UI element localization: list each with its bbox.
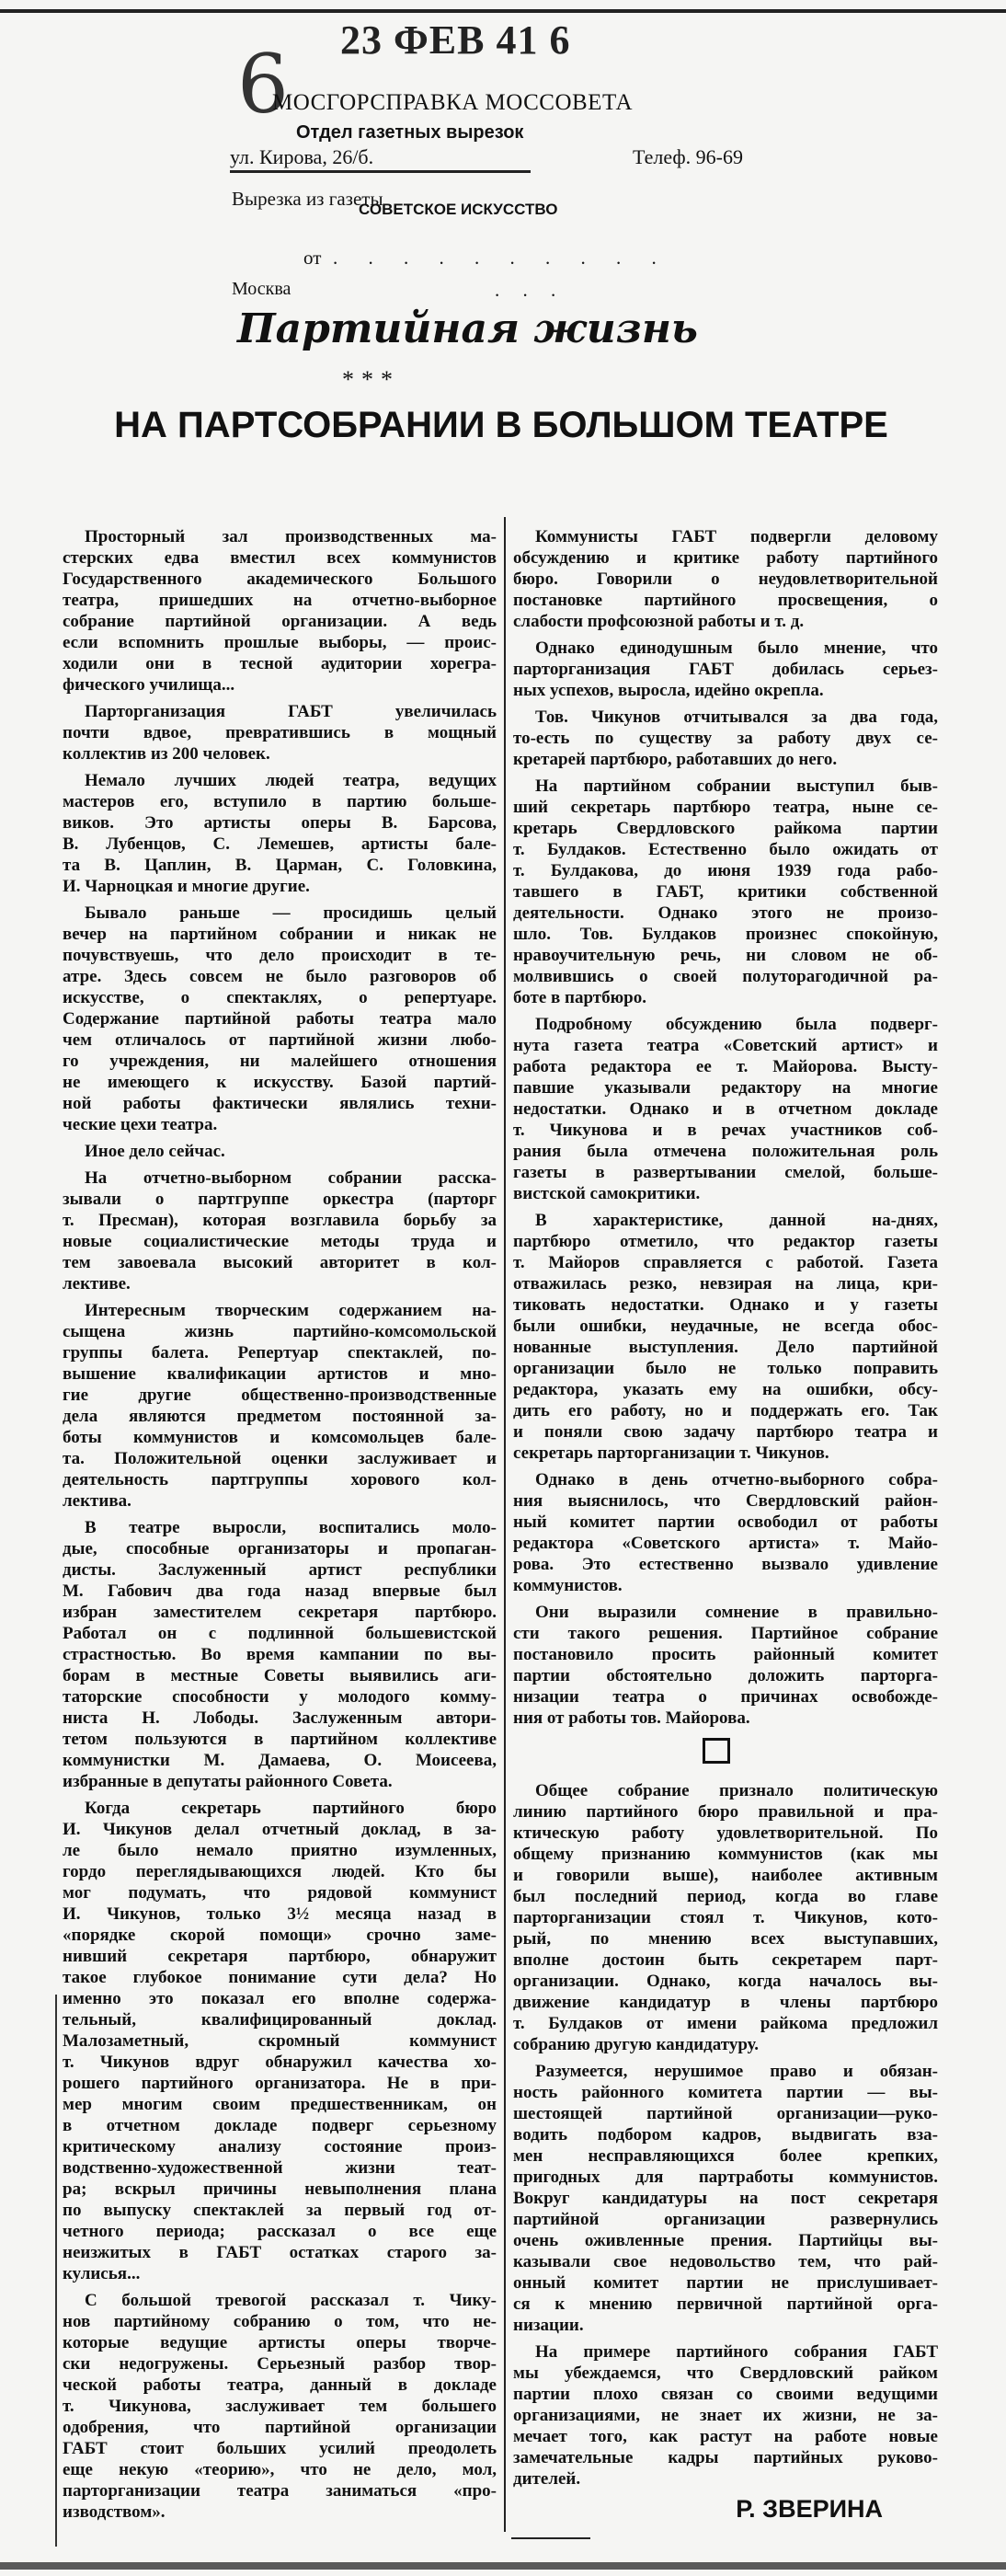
text-line: критическому анализу состояние произ- <box>63 2137 497 2156</box>
text-line: ший секретарь партбюро театра, ныне се- <box>513 798 938 817</box>
paragraph <box>513 776 938 1008</box>
text-line: рый, по мнению всех выступавших, <box>513 1929 938 1949</box>
text-line: по выпуску спектаклей за первый год от- <box>63 2201 497 2220</box>
text-line: т. Пресман), которая возглавила борьбу за <box>63 1211 497 1230</box>
text-line: искусстве, о спектаклях, о репертуаре. <box>63 988 497 1007</box>
text-line: ния от работы тов. Майорова. <box>513 1708 750 1728</box>
text-line: атре. Здесь совсем не было разговоров об <box>63 967 497 986</box>
text-line: низации театра о причинах освобожде- <box>513 1687 938 1707</box>
text-line: И. Чикунов, только 3½ месяца назад в <box>63 1904 497 1924</box>
text-line: го учреждения, ни малейшего отношения <box>63 1052 497 1071</box>
text-line: ся к мнению первичной партийной орга- <box>513 2294 938 2314</box>
text-line: т. Булдаков. Естественно было ожидать от <box>513 840 938 859</box>
text-line: не имеющего к искусству. Базой партий- <box>63 1073 497 1092</box>
city-blank-dots: . . . <box>495 279 566 301</box>
text-line: неизжитых в ГАБТ остатках старого за- <box>63 2243 497 2262</box>
paragraph <box>63 1300 497 1512</box>
text-line: рова. Это естественно вызвало удивление <box>513 1555 938 1574</box>
text-line: именно это показал его вполне содержа- <box>63 1989 497 2008</box>
newspaper-name: СОВЕТСКОЕ ИСКУССТВО <box>359 201 558 218</box>
text-line: «порядке скорой помощи» срочно заме- <box>63 1926 497 1945</box>
date-blank-dots: . . . . . . . . . . <box>333 247 669 269</box>
text-line: линию партийного бюро правильной и пра- <box>513 1802 938 1822</box>
text-line: одобрения, что партийной организации <box>63 2418 497 2437</box>
text-line: дисты. Заслуженный артист республики <box>63 1560 497 1580</box>
text-line: И. Чикунов делал отчетный доклад, в за- <box>63 1820 497 1839</box>
text-line: Работал он с подлинной большевистской <box>63 1624 497 1643</box>
text-line: ных успехов, выросла, идейно окрепла. <box>513 681 824 700</box>
text-line: пригодных для партработы коммунистов. <box>513 2168 938 2187</box>
text-line: группы балета. Репертуар спектаклей, по- <box>63 1343 497 1363</box>
text-line: нута газета театра «Советский артист» и <box>513 1036 938 1055</box>
text-line: шло. Тов. Булдаков произнес спокойную, <box>513 925 938 944</box>
text-line: тем завоевала высокий авторитет в кол- <box>63 1253 497 1272</box>
text-line: избранные в депутаты районного Совета. <box>63 1772 393 1791</box>
text-line: т. Булдаков от имени райкома предложил <box>513 2014 938 2033</box>
text-line: новые социалистические методы труда и <box>63 1232 497 1251</box>
text-line: В. Лубенцов, С. Лемешев, артисты бале- <box>63 834 497 854</box>
text-line: ГАБТ стоит больших усилий преодолеть <box>63 2439 497 2458</box>
text-line: Интересным творческим содержанием на- <box>85 1301 497 1320</box>
paragraph <box>63 1141 497 1162</box>
text-line: молвившись о своей полуторагодичной ра- <box>513 967 938 986</box>
text-line: ной работы фактически являлись техни- <box>63 1094 497 1113</box>
text-line: дить его работу, но и поддержать его. Так <box>513 1401 938 1420</box>
text-line: ниста Н. Лободы. Заслуженным автори- <box>63 1708 497 1728</box>
text-line: ность районного комитета партии — вы- <box>513 2083 938 2102</box>
text-line: водственно-художественной жизни теат- <box>63 2158 497 2178</box>
text-line: Тов. Чикунов отчитывался за два года, <box>535 707 938 727</box>
paragraph <box>63 1167 497 1294</box>
text-line: и говорили выше), наиболее активным <box>513 1866 938 1885</box>
date-from-label: от <box>303 247 322 269</box>
header-rule <box>230 170 531 173</box>
text-line: Разумеется, нерушимое право и обязан- <box>535 2062 938 2081</box>
paragraph <box>513 2341 938 2490</box>
paragraph <box>513 638 938 701</box>
paragraph <box>63 701 497 765</box>
paragraph <box>63 526 497 696</box>
text-line: то-есть по существу за работу двух се- <box>513 729 938 748</box>
text-line: недостатки. Однако и в отчетном докладе <box>513 1099 938 1119</box>
text-line: вистской самокритики. <box>513 1184 701 1203</box>
text-line: Вокруг кандидатуры на пост секретаря <box>513 2189 938 2208</box>
text-line: мог подумать, что рядовой коммунист <box>63 1883 497 1903</box>
text-line: На отчетно-выборном собрании расска- <box>85 1168 497 1188</box>
text-line: В характеристике, данной на-днях, <box>535 1211 938 1230</box>
agency-address: ул. Кирова, 26/б. <box>230 145 374 168</box>
text-line: страстностью. Во время кампании по вы- <box>63 1645 497 1664</box>
clipping-label: Вырезка из газеты <box>232 188 383 210</box>
text-line: гордо переглядывающихся людей. Кто бы <box>63 1862 497 1881</box>
text-line: секретарь парторганизации т. Чикунов. <box>513 1443 829 1463</box>
text-line: ния выяснилось, что Свердловский район- <box>513 1491 938 1511</box>
text-line: постановке партийного просвещения, о <box>513 591 938 610</box>
text-line: был последний период, когда во главе <box>513 1887 938 1906</box>
paragraph <box>513 2061 938 2336</box>
text-line: ски недогружены. Серьезный разбор твор- <box>63 2354 497 2374</box>
text-line: редактора «Советского артиста» т. Майо- <box>513 1534 938 1553</box>
text-line: деятельность партгруппы хорового кол- <box>63 1470 497 1489</box>
text-line: обсуждению и критике работу партийного <box>513 548 938 568</box>
text-line: ходили они в тесной аудитории хорегра- <box>63 654 497 673</box>
text-line: почти вдвое, превратившись в мощный <box>63 723 497 742</box>
text-line: и поняли свою задачу партбюро театра и <box>513 1422 938 1442</box>
text-line: в отчетном докладе подверг серьезному <box>63 2116 497 2135</box>
text-line: вполне достоин быть секретарем парт- <box>513 1950 938 1970</box>
text-line: т. Майоров справляется с работой. Газета <box>513 1253 938 1272</box>
text-line: Однако в день отчетно-выборного собра- <box>535 1470 938 1489</box>
paragraph <box>63 770 497 897</box>
text-line: ра; вскрыл причины невыполнения плана <box>63 2179 497 2199</box>
paragraph <box>63 1798 497 2284</box>
text-line: Немало лучших людей театра, ведущих <box>85 771 497 790</box>
right-column-part-a <box>513 526 938 1729</box>
paragraph <box>513 526 938 632</box>
text-line: кретарей партбюро, работавших до него. <box>513 750 838 769</box>
text-line: дела являются предметом постоянной за- <box>63 1407 497 1426</box>
text-line: коммунистов. <box>513 1576 623 1595</box>
text-line: На примере партийного собрания ГАБТ <box>535 2342 938 2362</box>
top-edge-rule <box>0 9 1006 13</box>
right-column <box>513 526 938 2523</box>
text-line: М. Габович два года назад впервые был <box>63 1581 497 1601</box>
text-line: бюро. Говорили о неудовлетворительной <box>513 569 938 589</box>
text-line: коммунистки М. Дамаева, О. Моисеева, <box>63 1751 497 1770</box>
text-line: т. Булдакова, до июня 1939 года рабо- <box>513 861 938 880</box>
text-line: парторганизации стоял т. Чикунов, кото- <box>513 1908 938 1927</box>
text-line: т. Чикунова и в речах участников соб- <box>513 1121 938 1140</box>
text-line: организации было не только поправить <box>513 1359 938 1378</box>
text-line: Бывало раньше — просидишь целый <box>85 903 497 923</box>
text-line: парторганизации театра заниматься «про- <box>63 2481 497 2501</box>
paragraph <box>513 1469 938 1596</box>
text-line: виков. Это артисты оперы В. Барсова, <box>63 813 497 833</box>
paragraph <box>63 2290 497 2523</box>
paragraph <box>63 903 497 1135</box>
text-line: лектива. <box>63 1491 131 1511</box>
text-line: тиковать недостатки. Однако и у газеты <box>513 1295 938 1315</box>
text-line: тетом пользуются в партийном коллективе <box>63 1730 497 1749</box>
stars-divider: *** <box>342 366 400 393</box>
text-line: Содержание партийной работы театра мало <box>63 1009 497 1029</box>
text-line: зывали о партгруппе оркестра (парторг <box>63 1190 497 1209</box>
text-line: движение кандидатур в члены партбюро <box>513 1993 938 2012</box>
text-line: постановило просить районный комитет <box>513 1645 938 1664</box>
text-line: мер многим своим предшественникам, он <box>63 2095 497 2114</box>
text-line: деятельности. Однако этого не произо- <box>513 903 938 923</box>
author-signature: Р. ЗВЕРИНА <box>736 2495 883 2523</box>
text-line: дителей. <box>513 2469 581 2489</box>
department-name: Отдел газетных вырезок <box>296 122 524 143</box>
text-line: Они выразили сомнение в правильно- <box>535 1603 938 1622</box>
text-line: дые, способные организаторы и пропаган- <box>63 1539 497 1558</box>
text-line: рания была отмечена положительная роль <box>513 1142 938 1161</box>
text-line: боты коммунистов и комсомольцев бале- <box>63 1428 497 1447</box>
text-line: кретарь Свердловского райкома партии <box>513 819 938 838</box>
text-line: нивший секретаря партбюро, обнаружит <box>63 1947 497 1966</box>
text-line: мастеров его, вступило в партию больше- <box>63 792 497 811</box>
text-line: избран заместителем секретаря партбюро. <box>63 1603 497 1622</box>
text-line: организациями, не знает их жизни, не за- <box>513 2406 938 2425</box>
text-line: тельный, квалифицированный доклад. <box>63 2010 497 2030</box>
text-line: борам в местные Советы выявились аги- <box>63 1666 497 1685</box>
text-line: партии плохо связан со своими ведущими <box>513 2385 938 2404</box>
headline-text: НА ПАРТСОБРАНИИ В БОЛЬШОМ ТЕАТРЕ <box>114 405 888 445</box>
text-line: чем отличалось от партийной жизни любо- <box>63 1030 497 1050</box>
text-line: гие другие общественно-производственные <box>63 1386 497 1405</box>
text-line: если вспомнить прошлые выборы, — проис- <box>63 633 497 652</box>
text-line: четного периода; рассказал о все еще <box>63 2222 497 2241</box>
text-line: мечает того, как растут на работе новые <box>513 2427 938 2446</box>
bottom-edge-rule <box>0 2562 1006 2570</box>
text-line: онный комитет партии не прислушивает- <box>513 2273 938 2293</box>
text-line: Подробному обсуждению была подверг- <box>535 1015 938 1034</box>
text-line: изводством». <box>63 2502 166 2522</box>
text-line: водить подбором кадров, выдвигать вза- <box>513 2125 938 2145</box>
text-line: партийной организации развернулись <box>513 2210 938 2229</box>
article-headline <box>74 399 929 451</box>
text-line: ный комитет партии освободил от работы <box>513 1512 938 1532</box>
text-line: та В. Цаплин, В. Царман, С. Головкина, <box>63 856 497 875</box>
city-label: Москва <box>232 279 292 299</box>
text-line: таторские способности у молодого комму- <box>63 1687 497 1707</box>
text-line: мен несправляющихся более крепких, <box>513 2146 938 2166</box>
text-line: партбюро отметило, что редактор газеты <box>513 1232 938 1251</box>
text-line: Государственного академического Большого <box>63 569 497 589</box>
text-line: кулисья... <box>63 2264 141 2283</box>
text-line: та. Положительной оценки заслуживает и <box>63 1449 497 1468</box>
text-line: На партийном собрании выступил быв- <box>535 776 938 796</box>
text-line: В театре выросли, воспитались моло- <box>85 1518 497 1537</box>
text-line: нов партийному собранию о том, что не- <box>63 2312 497 2331</box>
text-line: вечер на партийном собрании и никак не <box>63 925 497 944</box>
text-line: коллектив из 200 человек. <box>63 744 270 764</box>
agency-phone: Телеф. 96-69 <box>633 145 743 168</box>
text-line: замечательные кадры партийных руково- <box>513 2448 938 2467</box>
text-line: были ошибки, неудачные, не всегда обос- <box>513 1317 938 1336</box>
text-line: собранию другую кандидатуру. <box>513 2035 760 2054</box>
text-line: И. Чарноцкая и многие другие. <box>63 877 310 896</box>
text-line: почувствуешь, что дело происходит в те- <box>63 946 497 965</box>
text-line: ческие цехи театра. <box>63 1115 218 1134</box>
text-line: вышение квалификации артистов и мно- <box>63 1364 497 1384</box>
text-line: т. Чикунов вдруг обнаружил качества хо- <box>63 2053 497 2072</box>
text-line: рошего партийного организатора. Не в при- <box>63 2074 497 2093</box>
text-line: Малозаметный, скромный коммунист <box>63 2031 497 2051</box>
end-rule <box>511 2537 590 2539</box>
text-line: нравоучительную речь, ни словом не об- <box>513 946 938 965</box>
text-line: редактора, указать ему на ошибки, обсу- <box>513 1380 938 1399</box>
text-line: собрание партийной организации. А ведь <box>63 612 497 631</box>
text-line: низации. <box>513 2316 584 2335</box>
text-line: Просторный зал производственных ма- <box>85 527 497 546</box>
text-line: нованные выступления. Дело партийной <box>513 1338 938 1357</box>
agency-name: МОСГОРСПРАВКА МОССОВЕТА <box>272 90 634 115</box>
text-line: Однако единодушным было мнение, что <box>535 638 938 658</box>
rubric-title: Партийная жизнь <box>237 305 698 352</box>
date-stamp: 23 ФЕВ 41 6 <box>340 17 571 63</box>
square-ornament-icon <box>703 1738 730 1764</box>
paragraph <box>513 1014 938 1204</box>
text-line: работа редактора ее т. Майорова. Высту- <box>513 1057 938 1076</box>
left-column <box>63 526 497 2528</box>
text-line: С большой тревогой рассказал т. Чику- <box>85 2291 497 2310</box>
column-separator <box>504 517 506 2532</box>
text-line: лективе. <box>63 1274 131 1294</box>
text-line: т. Чикунова, заслуживает тем большего <box>63 2397 497 2416</box>
text-line: казывали свое недовольство тем, что рай- <box>513 2252 938 2271</box>
paragraph <box>63 1517 497 1792</box>
text-line: такое глубокое понимание сути дела? Но <box>63 1968 497 1987</box>
text-line: мы убеждаемся, что Свердловский райком <box>513 2363 938 2383</box>
text-line: еще некую «теорию», что не дело, мол, <box>63 2460 497 2479</box>
handwritten-number: 6 <box>237 37 289 132</box>
text-line: ческой работы театра, данный в докладе <box>63 2375 497 2395</box>
text-line: Общее собрание признало политическую <box>535 1781 938 1800</box>
text-line: стерских едва вместил всех коммунистов <box>63 548 497 568</box>
text-line: партии обстоятельно доложить парторга- <box>513 1666 938 1685</box>
text-line: общему признанию коммунистов (как мы <box>513 1845 938 1864</box>
text-line: газеты в развертывании смелой, больше- <box>513 1163 938 1182</box>
text-line: ле было немало приятно изумленных, <box>63 1841 497 1860</box>
text-line: Парторганизация ГАБТ увеличилась <box>85 702 497 721</box>
text-line: сыщена жизнь партийно-комсомольской <box>63 1322 497 1341</box>
text-line: парторганизация ГАБТ добилась серьез- <box>513 660 938 679</box>
text-line: Иное дело сейчас. <box>85 1142 225 1161</box>
text-line: театра, пришедших на отчетно-выборное <box>63 591 497 610</box>
text-line: фического училища... <box>63 675 235 695</box>
text-line: тавшего в ГАБТ, критики собственной <box>513 882 938 902</box>
text-line: Когда секретарь партийного бюро <box>85 1799 497 1818</box>
text-line: слабости профсоюзной работы и т. д. <box>513 612 805 631</box>
paragraph <box>513 1210 938 1464</box>
text-line: шестоящей партийной организации—руко- <box>513 2104 938 2123</box>
paragraph <box>513 707 938 770</box>
text-line: павшие указывали редактору на многие <box>513 1078 938 1098</box>
text-line: организации. Однако, когда началось вы- <box>513 1972 938 1991</box>
text-line: Коммунисты ГАБТ подвергли деловому <box>535 527 938 546</box>
text-line: отважилась резко, невзирая на лица, кри- <box>513 1274 938 1294</box>
text-line: боте в партбюро. <box>513 988 646 1007</box>
paragraph <box>513 1602 938 1729</box>
paragraph <box>513 1780 938 2055</box>
right-column-part-b <box>513 1780 938 2490</box>
text-line: которые ведущие артисты оперы творче- <box>63 2333 497 2352</box>
left-border-line <box>55 1995 57 2547</box>
text-line: очень оживленные прения. Партийцы вы- <box>513 2231 938 2250</box>
text-line: сти такого решения. Партийное собрание <box>513 1624 938 1643</box>
text-line: ктическую работу удовлетворительной. По <box>513 1823 938 1843</box>
